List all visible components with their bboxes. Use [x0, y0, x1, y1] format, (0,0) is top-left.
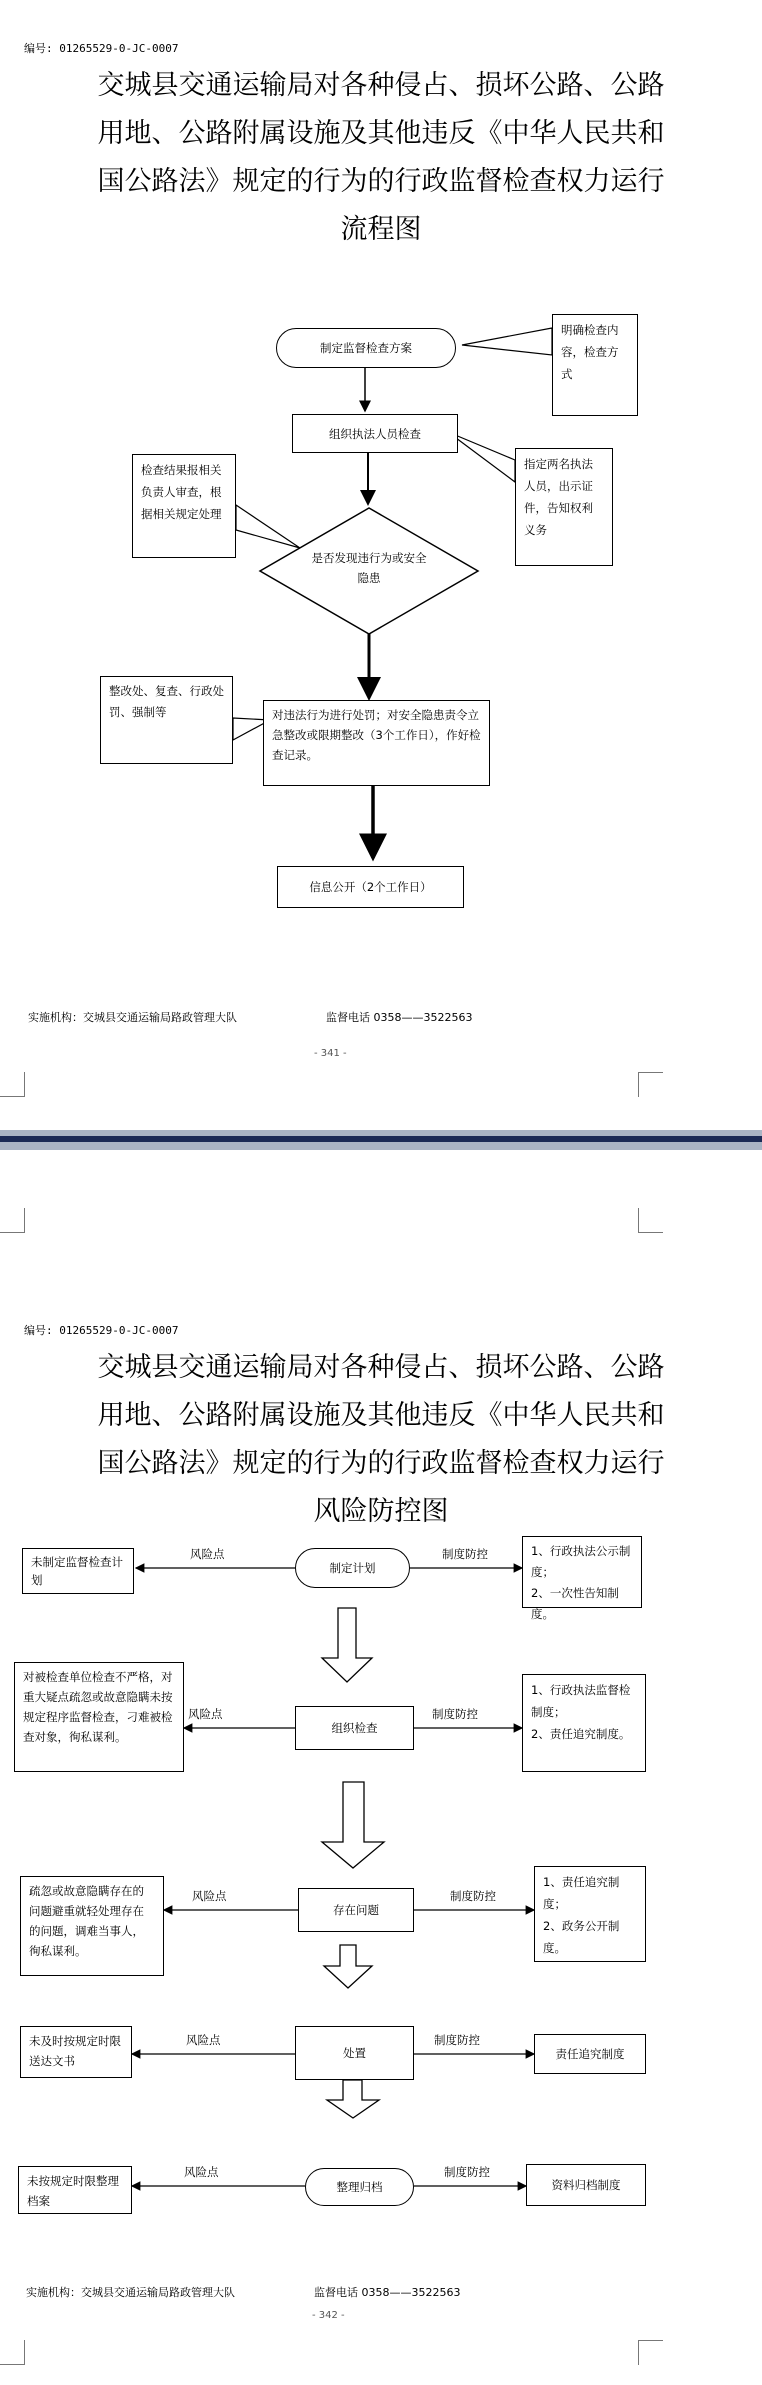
control-box: 责任追究制度 — [534, 2034, 646, 2074]
step-plan: 制定计划 — [295, 1548, 410, 1588]
footer-org: 实施机构：交城县交通运输局路政管理大队 — [28, 1011, 237, 1024]
footer-phone: 监督电话 0358——3522563 — [326, 1011, 473, 1024]
control-label: 制度防控 — [434, 2033, 480, 2047]
title-line: 交城县交通运输局对各种侵占、损坏公路、公路 — [97, 1352, 665, 1383]
document-number: 编号: 01265529-0-JC-0007 — [24, 42, 179, 55]
title-line: 用地、公路附属设施及其他违反《中华人民共和 — [97, 1400, 665, 1431]
risk-label: 风险点 — [184, 2165, 219, 2179]
step-issue: 存在问题 — [298, 1888, 414, 1932]
flow-step-plan: 制定监督检查方案 — [276, 328, 456, 368]
step-archive: 整理归档 — [305, 2168, 414, 2206]
control-label: 制度防控 — [450, 1889, 496, 1903]
page-2 — [0, 1150, 762, 2385]
flow-step-publish: 信息公开（2个工作日） — [277, 866, 464, 908]
footer-phone: 监督电话 0358——3522563 — [314, 2286, 461, 2299]
flow-step-inspect: 组织执法人员检查 — [292, 414, 458, 453]
control-box: 1、责任追究制度； 2、政务公开制度。 — [534, 1866, 646, 1962]
control-label: 制度防控 — [444, 2165, 490, 2179]
callout-left-note: 检查结果报相关负责人审查，根据相关规定处理 — [132, 454, 236, 558]
crop-mark — [638, 1072, 663, 1097]
decision-text: 是否发现违行为或安全隐患 — [311, 551, 427, 585]
title-line: 国公路法》规定的行为的行政监督检查权力运行 — [97, 1448, 665, 1479]
risk-label: 风险点 — [186, 2033, 221, 2047]
flow-step-punish: 对违法行为进行处罚；对安全隐患责令立急整改或限期整改（3个工作日），作好检查记录。 — [263, 700, 490, 786]
page-separator — [0, 1130, 762, 1150]
risk-label: 风险点 — [188, 1707, 223, 1721]
page-1 — [0, 0, 762, 1130]
step-arrow — [324, 1945, 372, 1988]
risk-label: 风险点 — [192, 1889, 227, 1903]
step-arrow — [327, 2080, 379, 2118]
control-label: 制度防控 — [442, 1547, 488, 1561]
risk-box: 疏忽或故意隐瞒存在的问题避重就轻处理存在的问题，调难当事人，徇私谋利。 — [20, 1876, 164, 1976]
title-line: 风险防控图 — [313, 1496, 449, 1527]
risk-box: 未及时按规定时限送达文书 — [20, 2026, 132, 2078]
title-line: 流程图 — [340, 214, 422, 245]
page-number: - 342 - — [312, 2310, 345, 2321]
control-box: 1、行政执法公示制度； 2、一次性告知制度。 — [522, 1536, 642, 1608]
document-number: 编号: 01265529-0-JC-0007 — [24, 1324, 179, 1337]
control-box: 资料归档制度 — [526, 2164, 646, 2206]
footer-org: 实施机构：交城县交通运输局路政管理大队 — [26, 2286, 235, 2299]
crop-mark — [0, 2340, 25, 2365]
crop-mark — [638, 2340, 663, 2365]
risk-box: 未按规定时限整理档案 — [18, 2166, 132, 2214]
title-line: 交城县交通运输局对各种侵占、损坏公路、公路 — [97, 70, 665, 101]
step-arrow — [322, 1608, 372, 1682]
control-box: 1、行政执法监督检制度； 2、责任追究制度。 — [522, 1674, 646, 1772]
title-line: 用地、公路附属设施及其他违反《中华人民共和 — [97, 118, 665, 149]
step-handle: 处置 — [295, 2026, 414, 2080]
step-inspect: 组织检查 — [295, 1706, 414, 1750]
risk-box: 未制定监督检查计划 — [22, 1548, 134, 1594]
risk-label: 风险点 — [190, 1547, 225, 1561]
callout-plan-note: 明确检查内容，检查方式 — [552, 314, 638, 416]
risk-box: 对被检查单位检查不严格，对重大疑点疏忽或故意隐瞒未按规定程序监督检查，刁难被检查对象，徇私谋利。 — [14, 1662, 184, 1772]
callout-inspect-note: 指定两名执法人员，出示证件，告知权利义务 — [515, 448, 613, 566]
page-number: - 341 - — [314, 1048, 347, 1059]
crop-mark — [0, 1072, 25, 1097]
step-arrow — [322, 1782, 384, 1868]
callout-rectify-note: 整改处、复查、行政处罚、强制等 — [100, 676, 233, 764]
control-label: 制度防控 — [432, 1707, 478, 1721]
title-line: 国公路法》规定的行为的行政监督检查权力运行 — [97, 166, 665, 197]
